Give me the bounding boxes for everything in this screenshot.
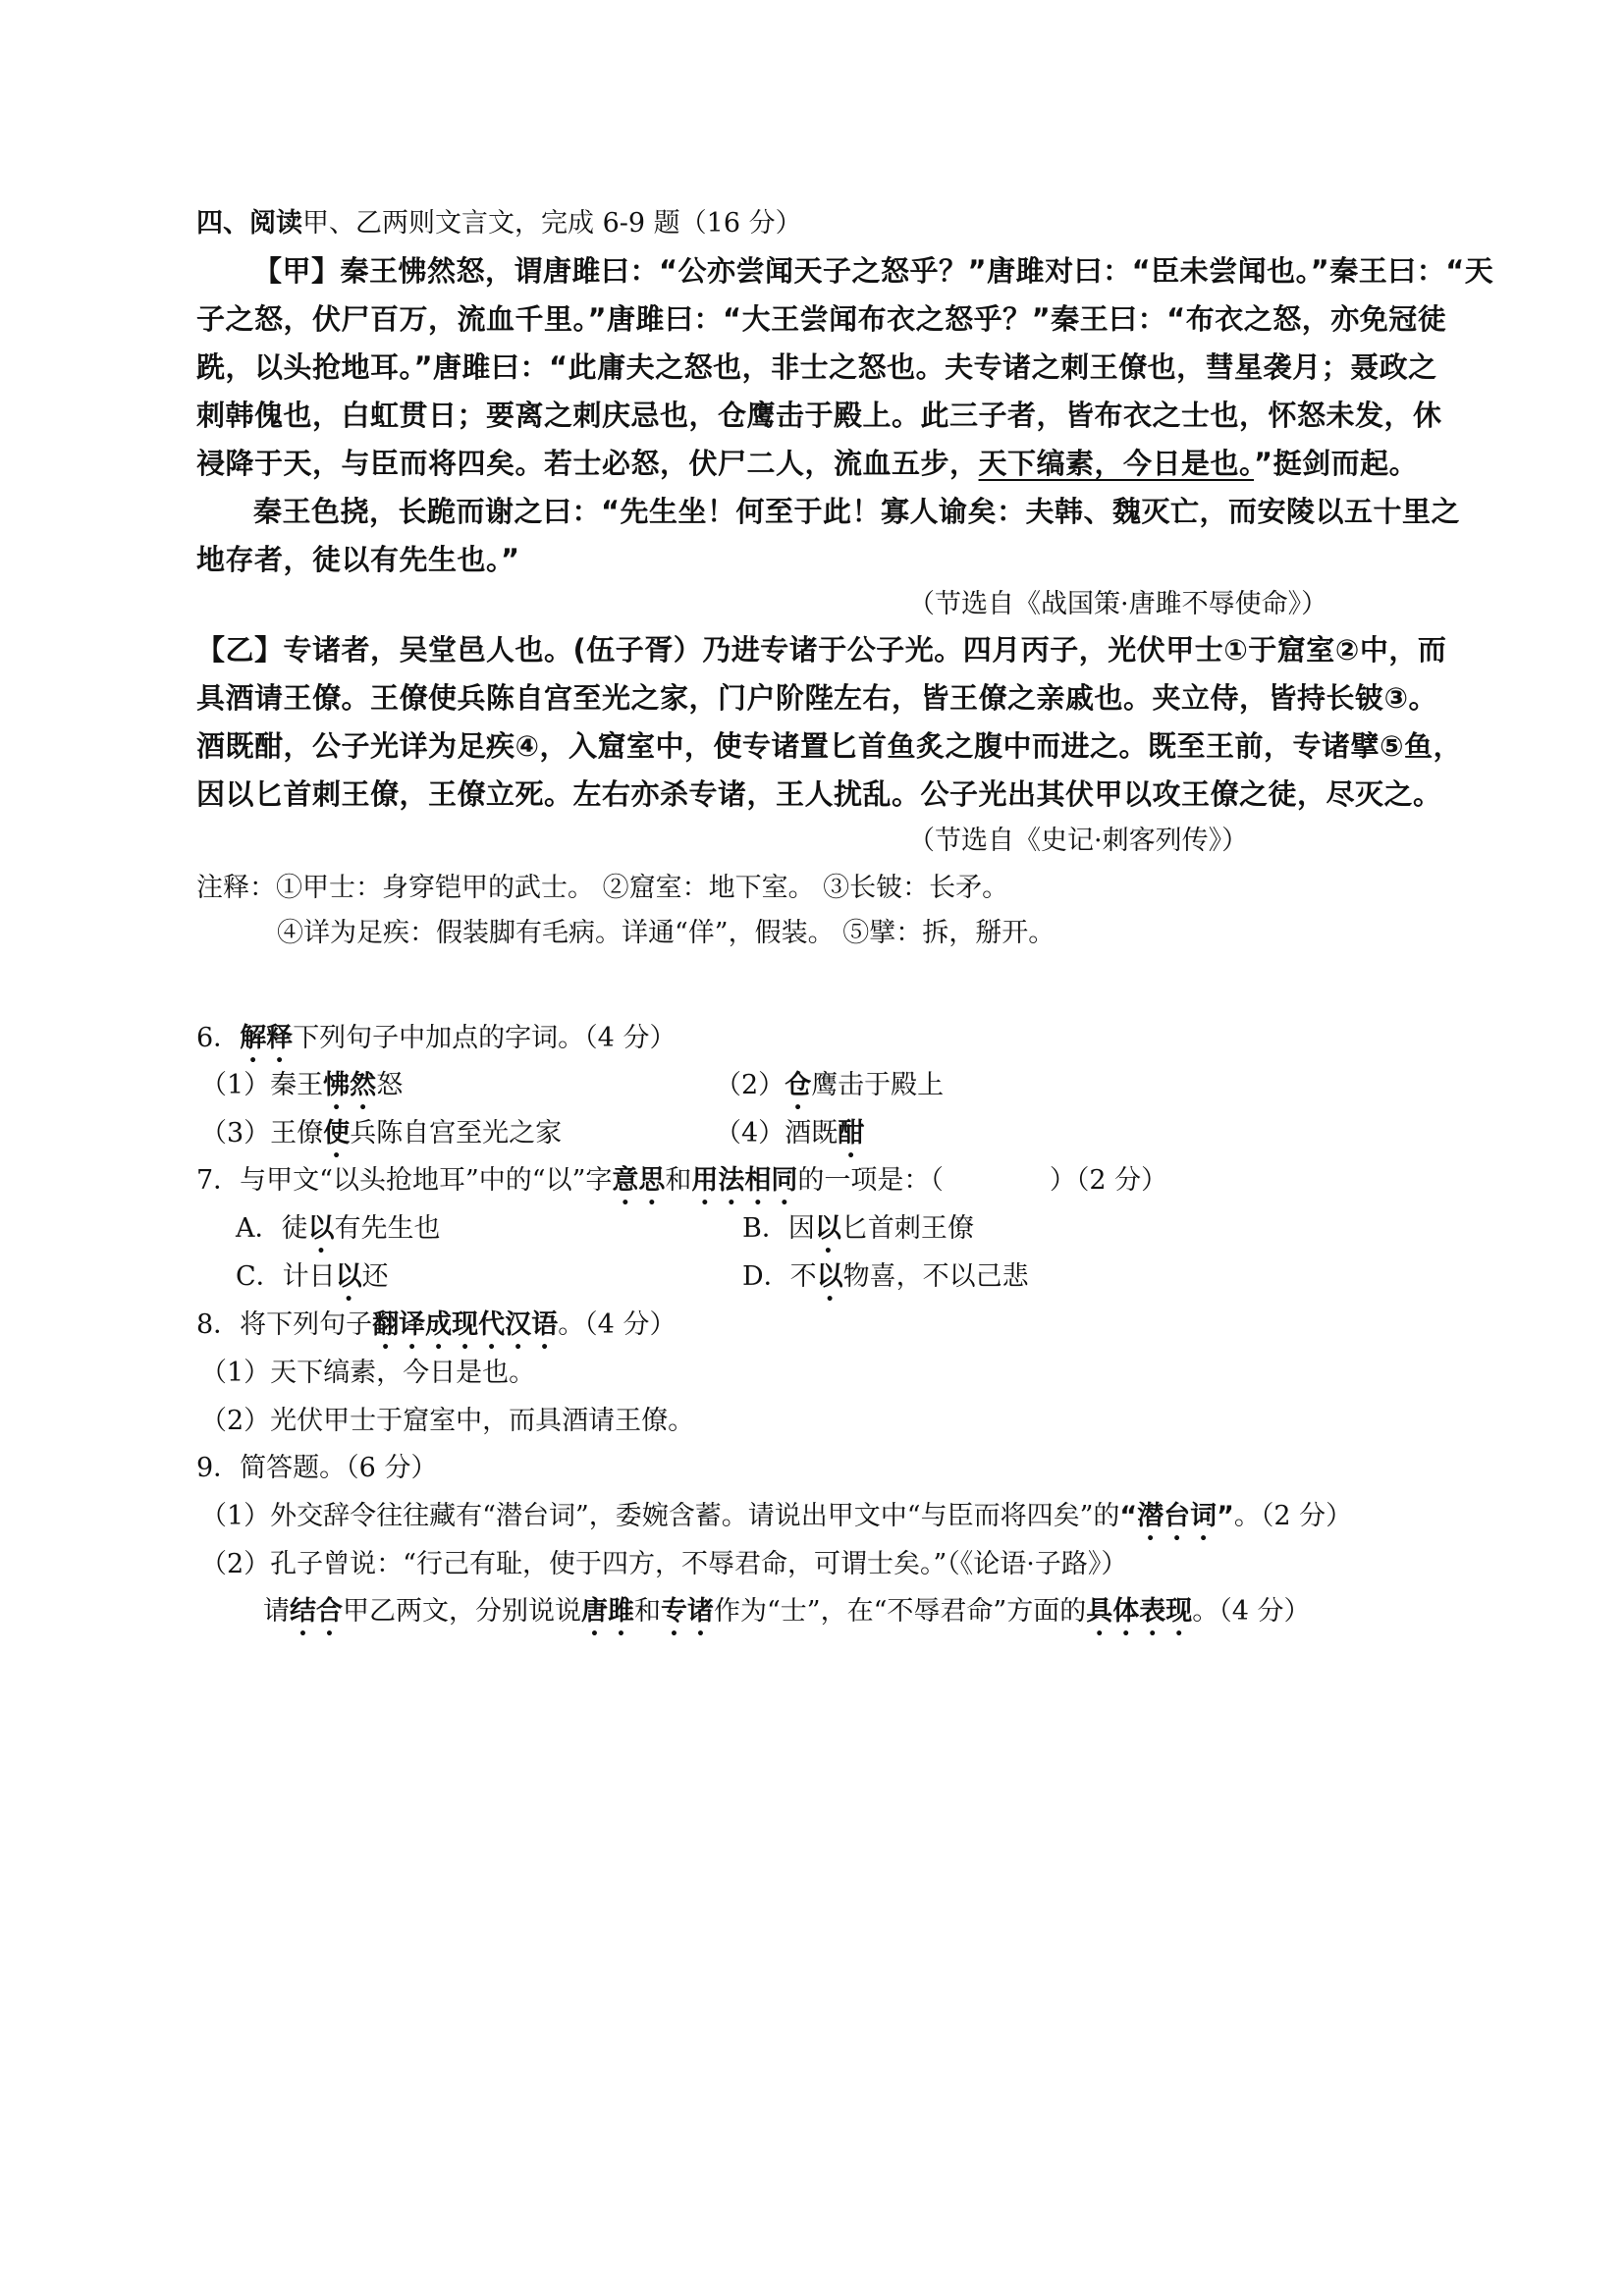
q9-item-2: （2）孔子曾说：“行己有耻，使于四方，不辱君命，可谓士矣。”（《论语·子路》）: [200, 1549, 1128, 1579]
q9-item-1-keyword: “潜台词”: [1119, 1501, 1234, 1531]
q6-item-1-post: 怒: [376, 1070, 404, 1100]
q6-item-1: [200, 1066, 403, 1116]
q7-b-pre: B．因: [742, 1213, 815, 1244]
q8-item-1: （1）天下缟素，今日是也。: [200, 1358, 536, 1388]
q6-item-4-pre: （4）酒既: [715, 1118, 839, 1148]
q9-keyword-specific: 具体表现: [1086, 1596, 1193, 1627]
q7-c-pre: C．计日: [236, 1261, 336, 1292]
passage-jia-line-5: [196, 444, 1418, 483]
q9-item-1-post: 。（2 分）: [1233, 1501, 1353, 1531]
passage-yi-line-4: 因以匕首刺王僚，王僚立死。左右亦杀专诸，王人扰乱。公子光出其伏甲以攻王僚之徒，尽灭之。: [196, 777, 1442, 811]
notes-line-2: ④详为足疾：假装脚有毛病。详通“佯”，假装。 ⑤擘：拆，掰开。: [277, 918, 1056, 948]
q8-pre: 8．将下列句子: [196, 1309, 373, 1340]
q6-keyword: 解释: [240, 1023, 294, 1053]
passage-jia-line-7: 地存者，徒以有先生也。”: [196, 543, 520, 576]
q6-item-3-pre: （3）王僚: [200, 1118, 324, 1148]
q8-keyword: 翻译成现代汉语: [372, 1309, 559, 1340]
q8-item-2: （2）光伏甲士于窟室中，而具酒请王僚。: [200, 1406, 695, 1436]
q7-keyword-1: 意思: [612, 1165, 666, 1196]
question-8-stem: [196, 1306, 676, 1356]
notes-line-1: 注释：①甲士：身穿铠甲的武士。 ②窟室：地下室。 ③长铍：长矛。: [196, 873, 1009, 903]
q7-d-post: 物喜，不以己悲: [842, 1261, 1029, 1292]
question-9-stem: 9．简答题。（6 分）: [196, 1453, 438, 1483]
q6-item-1-dotted: 怫然: [323, 1070, 377, 1100]
q9-item-1-pre: （1）外交辞令往往藏有“潜台词”，委婉含蓄。请说出甲文中“与臣而将四矣”的: [200, 1501, 1120, 1531]
q6-item-1-pre: （1）秦王: [200, 1070, 324, 1100]
q7-c-dotted: 以: [335, 1261, 362, 1292]
q7-keyword-2: 用法相同: [691, 1165, 798, 1196]
passage-yi-line-2: 具酒请王僚。王僚使兵陈自宫至光之家，门户阶陛左右，皆王僚之亲戚也。夹立侍，皆持长铍③。: [196, 681, 1438, 715]
question-7-stem: [196, 1161, 1167, 1211]
passage-jia-line-5-end: ”挺剑而起。: [1254, 447, 1419, 480]
q7-c-post: 还: [361, 1261, 389, 1292]
passage-yi-line-3: 酒既酣，公子光详为足疾④，入窟室中，使专诸置匕首鱼炙之腹中而进之。既至王前，专诸擘⑤鱼，: [196, 729, 1463, 763]
q6-item-4-dotted: 酣: [838, 1118, 865, 1148]
passage-yi-line-1: 【乙】专诸者，吴堂邑人也。(伍子胥）乃进专诸于公子光。四月丙子，光伏甲士①于窟室②中，而: [196, 633, 1447, 667]
question-6-stem: [196, 1019, 676, 1069]
q7-post: 的一项是：（ ）（2 分）: [797, 1165, 1168, 1196]
q6-item-2: [715, 1066, 944, 1116]
q7-d-pre: D．不: [742, 1261, 817, 1292]
q6-number: 6．: [196, 1023, 241, 1053]
passage-jia-line-2: 子之怒，伏尸百万，流血千里。”唐雎曰：“大王尝闻布衣之怒乎？”秦王曰：“布衣之怒，亦免冠徒: [196, 302, 1447, 336]
passage-jia-line-1: 【甲】秦王怫然怒，谓唐雎曰：“公亦尝闻天子之怒乎？”唐雎对曰：“臣未尝闻也。”秦王曰：“天: [253, 254, 1494, 288]
passage-jia-source: （节选自《战国策·唐雎不辱使命》）: [908, 589, 1328, 619]
q7-option-b: [742, 1209, 974, 1259]
section-prefix: 四、阅读: [196, 208, 302, 239]
q7-option-c: [236, 1257, 389, 1308]
q9-item-3-a: 请: [263, 1596, 290, 1627]
q7-pre: 7．与甲文“以头抢地耳”中的“以”字: [196, 1165, 613, 1196]
q7-a-post: 有先生也: [334, 1213, 441, 1244]
passage-jia-line-4: 刺韩傀也，白虹贯日；要离之刺庆忌也，仓鹰击于殿上。此三子者，皆布衣之士也，怀怒未发，休: [196, 399, 1442, 432]
q9-item-3-e: 。（4 分）: [1192, 1596, 1311, 1627]
q9-item-3-b: 甲乙两文，分别说说: [343, 1596, 581, 1627]
passage-jia-line-3: 跣，以头抢地耳。”唐雎曰：“此庸夫之怒也，非士之怒也。夫专诸之刺王僚也，彗星袭月；聂政之: [196, 350, 1437, 384]
q6-item-3-post: 兵陈自宫至光之家: [350, 1118, 563, 1148]
q9-keyword-tangju: 唐雎: [581, 1596, 634, 1627]
q9-item-3-d: 作为“士”，在“不辱君命”方面的: [714, 1596, 1087, 1627]
q7-a-dotted: 以: [307, 1213, 335, 1244]
q9-item-3-c: 和: [634, 1596, 661, 1627]
q6-item-4: [715, 1114, 864, 1164]
q6-text: 下列句子中加点的字词。（4 分）: [293, 1023, 677, 1053]
q7-mid: 和: [665, 1165, 692, 1196]
q7-option-a: [236, 1209, 441, 1259]
q6-item-3: [200, 1114, 562, 1164]
q6-item-3-dotted: 使: [323, 1118, 351, 1148]
q9-item-1: [200, 1497, 1352, 1547]
q7-d-dotted: 以: [816, 1261, 843, 1292]
q7-option-d: [742, 1257, 1029, 1308]
q7-a-pre: A．徒: [236, 1213, 308, 1244]
q7-b-post: 匕首刺王僚: [840, 1213, 974, 1244]
passage-yi-source: （节选自《史记·刺客列传》）: [908, 826, 1249, 856]
q8-post: 。（4 分）: [558, 1309, 677, 1340]
q7-b-dotted: 以: [814, 1213, 841, 1244]
underlined-sentence: 天下缟素，今日是也。: [978, 447, 1255, 480]
section-title: 甲、乙两则文言文，完成 6-9 题（16 分）: [302, 208, 802, 239]
passage-jia-line-6: 秦王色挠，长跪而谢之曰：“先生坐！何至于此！寡人谕矣：夫韩、魏灭亡，而安陵以五十里之: [253, 495, 1461, 528]
q9-keyword-zhuanzhu: 专诸: [661, 1596, 714, 1627]
q6-item-2-pre: （2）: [715, 1070, 785, 1100]
q9-keyword-combine: 结合: [290, 1596, 343, 1627]
q6-item-2-dotted: 仓: [785, 1070, 812, 1100]
q9-item-3: [263, 1592, 1310, 1642]
q6-item-2-post: 鹰击于殿上: [811, 1070, 945, 1100]
section-header: [196, 204, 802, 243]
passage-jia-line-5-text: 祲降于天，与臣而将四矣。若士必怒，伏尸二人，流血五步，: [196, 447, 979, 480]
